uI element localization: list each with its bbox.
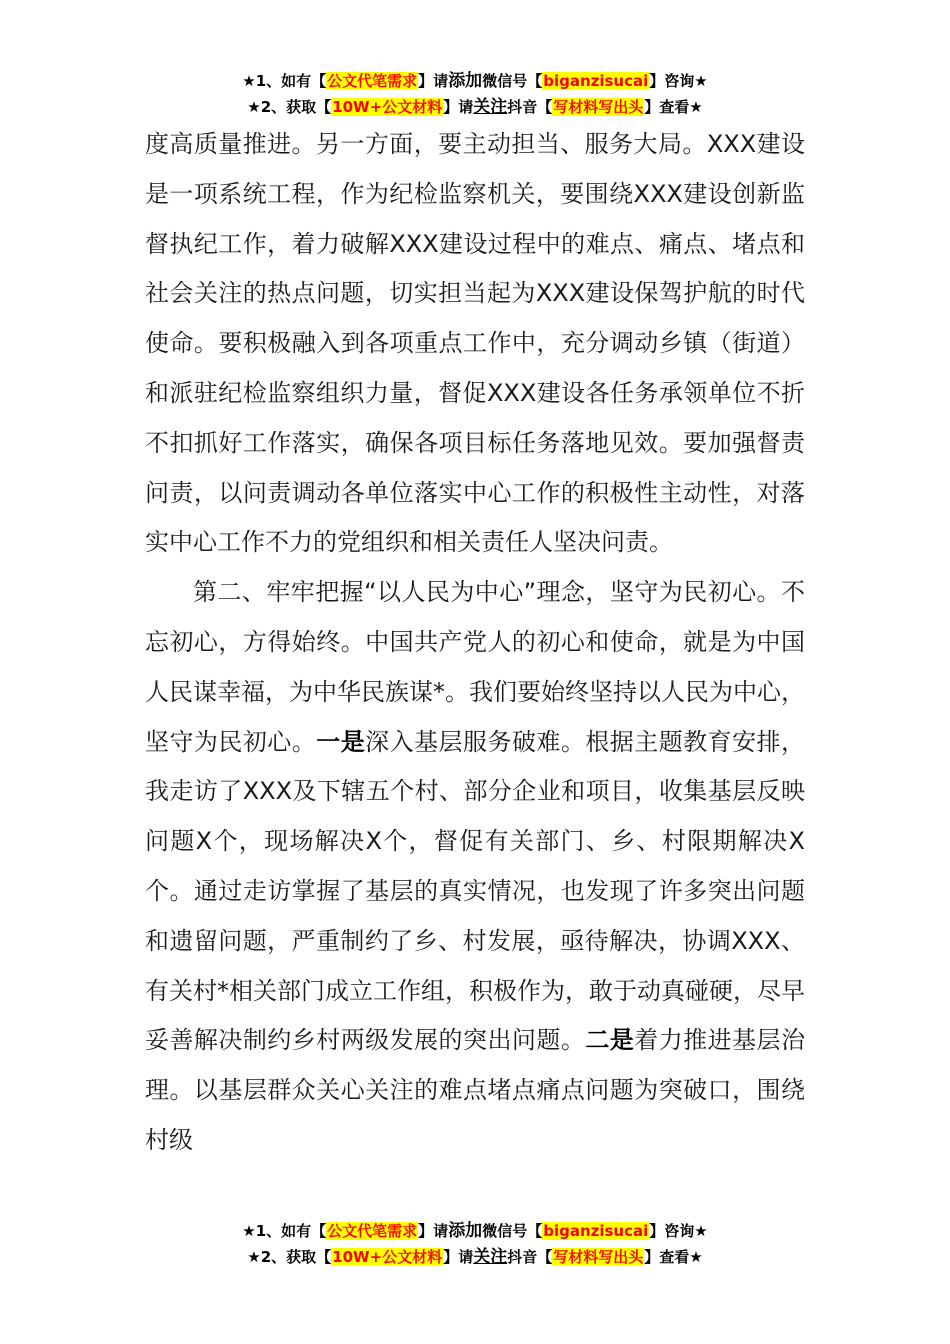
banner-text: ★2、获取【: [247, 1248, 332, 1266]
banner-text: 】查看★: [644, 1248, 703, 1266]
banner-text: 微信号【: [482, 72, 543, 90]
banner-text: 抖音【: [507, 98, 553, 116]
banner-line-1: [0, 68, 950, 94]
banner-highlight: 写材料写出头: [553, 98, 644, 116]
header-banner: [0, 68, 950, 120]
banner-highlight: 写材料写出头: [553, 1248, 644, 1266]
banner-emphasis: 添加: [448, 71, 483, 91]
paragraph-text: 深入基层服务破难。根据主题教育安排，我走访了XXX及下辖五个村、部分企业和项目，收集基层反映问题X个，现场解决X个，督促有关部门、乡、村限期解决X个。通过走访掌握了基层的真实情况，也发现了许多突出问题和遗留问题，严重制约了乡、村发展，亟待解决，协调XXX、有关村*相关部门成立工作组，积极作为，敢于动真碰硬，尽早妥善解决制约乡村两级发展的突出问题。: [145, 727, 806, 1055]
footer-banner: [0, 1218, 950, 1270]
banner-text: ★1、如有【: [242, 72, 327, 90]
banner-text: 】请: [443, 1248, 474, 1266]
banner-text: ★2、获取【: [247, 98, 332, 116]
banner-emphasis: 关注: [473, 97, 508, 117]
paragraph-text: 着力推进基层治理。以基层群众关心关注的难点堵点痛点问题为突破口，围绕村级: [145, 1026, 806, 1154]
paragraph-2: [145, 568, 805, 1166]
banner-text: 微信号【: [482, 1222, 543, 1240]
paragraph-text: 第二、牢牢把握“以人民为中心”理念，坚守为民初心。不忘初心，方得始终。中国共产党人的初心和使命，就是为中国人民谋幸福，为中华民族谋*。我们要始终坚持以人民为中心，坚守为民初心。: [145, 578, 805, 756]
banner-highlight: biganzisucai: [543, 72, 649, 90]
banner-highlight: 10W+公文材料: [332, 98, 443, 116]
document-body: [145, 120, 805, 1166]
banner-line-2: [0, 1244, 950, 1270]
banner-text: 】咨询★: [649, 72, 708, 90]
banner-text: ★1、如有【: [242, 1222, 327, 1240]
banner-text: 】查看★: [644, 98, 703, 116]
banner-emphasis: 关注: [473, 1247, 508, 1267]
banner-line-2: [0, 94, 950, 120]
banner-highlight: 公文代笔需求: [327, 1222, 418, 1240]
banner-text: 】咨询★: [649, 1222, 708, 1240]
banner-emphasis: 添加: [448, 1221, 483, 1241]
banner-text: 】请: [443, 98, 474, 116]
paragraph-1: 度高质量推进。另一方面，要主动担当、服务大局。XXX建设是一项系统工程，作为纪检监察机关，要围绕XXX建设创新监督执纪工作，着力破解XXX建设过程中的难点、痛点、堵点和社会关注的热点问题，切实担当起为XXX建设保驾护航的时代使命。要积极融入到各项重点工作中，充分调动乡镇（街道）和派驻纪检监察组织力量，督促XXX建设各任务承领单位不折不扣抓好工作落实，确保各项目标任务落地见效。要加强督责问责，以问责调动各单位落实中心工作的积极性主动性，对落实中心工作不力的党组织和相关责任人坚决问责。: [145, 130, 805, 557]
banner-highlight: 10W+公文材料: [332, 1248, 443, 1266]
banner-text: 】请: [418, 1222, 449, 1240]
banner-text: 】请: [418, 72, 449, 90]
bold-lead: 二是: [585, 1026, 635, 1055]
banner-text: 抖音【: [507, 1248, 553, 1266]
banner-line-1: [0, 1218, 950, 1244]
banner-highlight: 公文代笔需求: [327, 72, 418, 90]
bold-lead: 一是: [316, 727, 366, 756]
banner-highlight: biganzisucai: [543, 1222, 649, 1240]
